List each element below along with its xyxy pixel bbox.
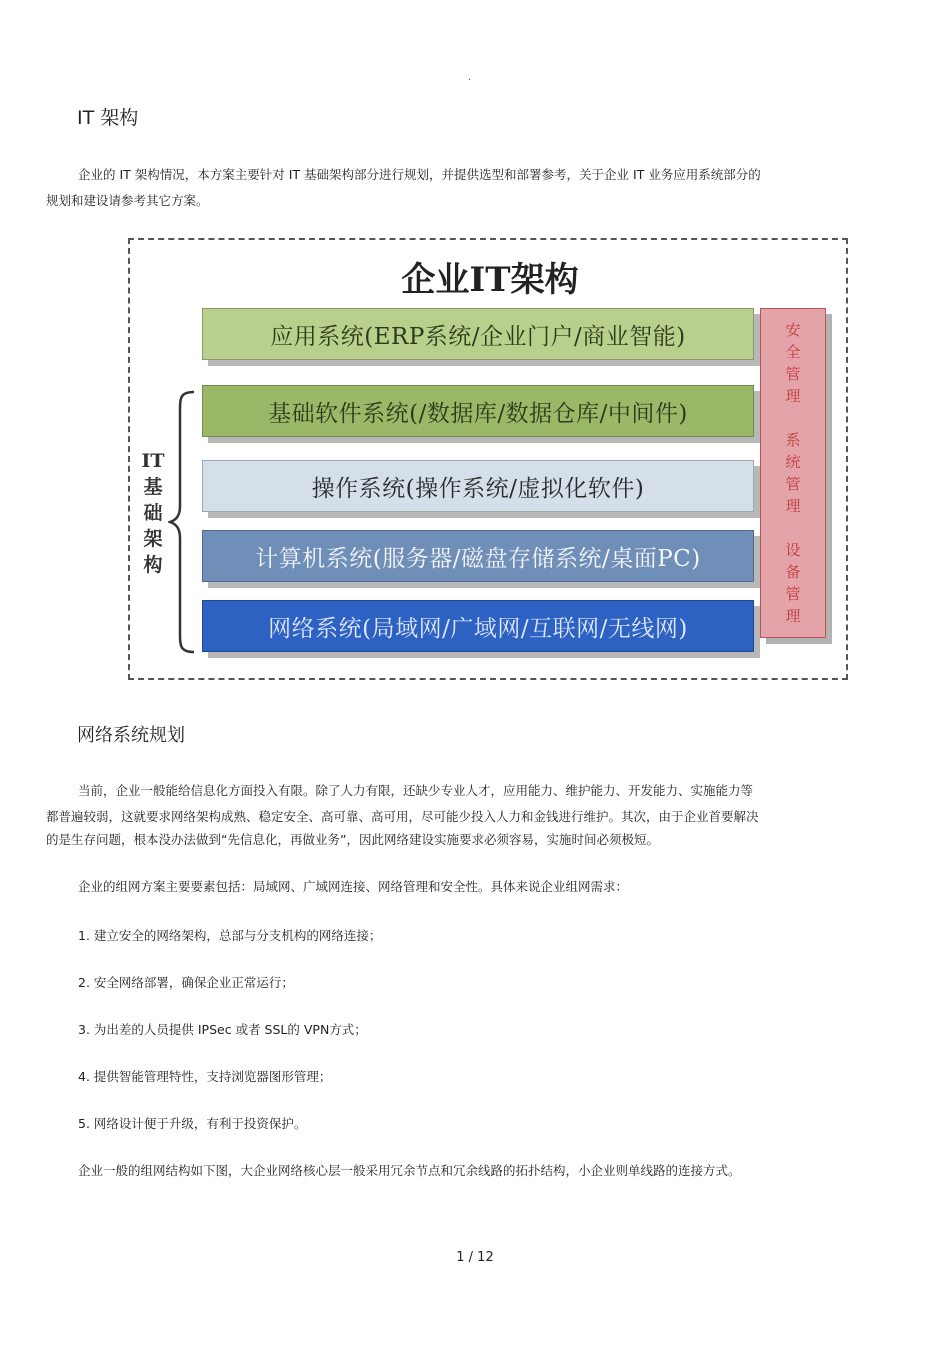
section-heading-network-planning: 网络系统规划 xyxy=(77,725,185,746)
side-group-2: 系统管理 xyxy=(785,431,801,515)
it-label-char: 架 xyxy=(143,528,163,550)
side-group-1: 安全管理 xyxy=(785,321,801,405)
side-group-3: 设备管理 xyxy=(785,541,801,625)
page-number: 1 / 12 xyxy=(456,1250,494,1265)
it-architecture-diagram xyxy=(128,238,848,680)
diagram-title: 企业IT架构 xyxy=(401,260,579,300)
network-paragraph-line-1: 当前，企业一般能给信息化方面投入有限。除了人力有限，还缺少专业人才，应用能力、维护能力、开发能力、实施能力等 xyxy=(78,783,754,798)
it-infrastructure-label xyxy=(140,448,166,578)
intro-paragraph-line-1: 企业的 IT 架构情况，本方案主要针对 IT 基础架构部分进行规划，并提供选型和部署参考，关于企业 IT 业务应用系统部分的 xyxy=(78,167,761,182)
requirement-item-4: 4. 提供智能管理特性，支持浏览器图形管理； xyxy=(78,1069,332,1084)
it-label-char: 础 xyxy=(143,502,163,524)
network-structure-closing: 企业一般的组网结构如下图，大企业网络核心层一般采用冗余节点和冗余线路的拓扑结构，小企业则单线路的连接方式。 xyxy=(78,1163,741,1178)
it-label-char: IT xyxy=(141,450,165,472)
layer-base-software-system: 基础软件系统(/数据库/数据仓库/中间件) xyxy=(202,385,754,437)
requirement-item-3: 3. 为出差的人员提供 IPSec 或者 SSL的 VPN方式； xyxy=(78,1022,367,1037)
management-side-panel xyxy=(760,308,826,638)
it-label-char: 基 xyxy=(143,476,163,498)
layer-computer-system: 计算机系统(服务器/磁盘存储系统/桌面PC) xyxy=(202,530,754,582)
network-requirements-intro: 企业的组网方案主要要素包括：局域网、广域网连接、网络管理和安全性。具体来说企业组网需求： xyxy=(78,879,629,894)
it-label-char: 构 xyxy=(143,554,163,576)
network-paragraph-line-3: 的是生存问题，根本没办法做到“先信息化，再做业务”，因此网络建设实施要求必须容易，实施时间必须极短。 xyxy=(46,832,659,847)
requirement-item-2: 2. 安全网络部署，确保企业正常运行； xyxy=(78,975,294,990)
network-paragraph-line-2: 都普遍较弱，这就要求网络架构成熟、稳定安全、高可靠、高可用，尽可能少投入人力和金钱进行维护。其次，由于企业首要解决 xyxy=(46,809,759,824)
layer-application-system: 应用系统(ERP系统/企业门户/商业智能) xyxy=(202,308,754,360)
layer-operating-system: 操作系统(操作系统/虚拟化软件) xyxy=(202,460,754,512)
intro-paragraph-line-2: 规划和建设请参考其它方案。 xyxy=(46,193,209,208)
requirement-item-5: 5. 网络设计便于升级，有利于投资保护。 xyxy=(78,1116,307,1131)
brace-icon xyxy=(168,388,198,656)
section-heading-it-architecture: IT 架构 xyxy=(77,107,139,129)
page-top-mark: . xyxy=(468,72,472,83)
requirement-item-1: 1. 建立安全的网络架构，总部与分支机构的网络连接； xyxy=(78,928,382,943)
layer-network-system: 网络系统(局域网/广域网/互联网/无线网) xyxy=(202,600,754,652)
